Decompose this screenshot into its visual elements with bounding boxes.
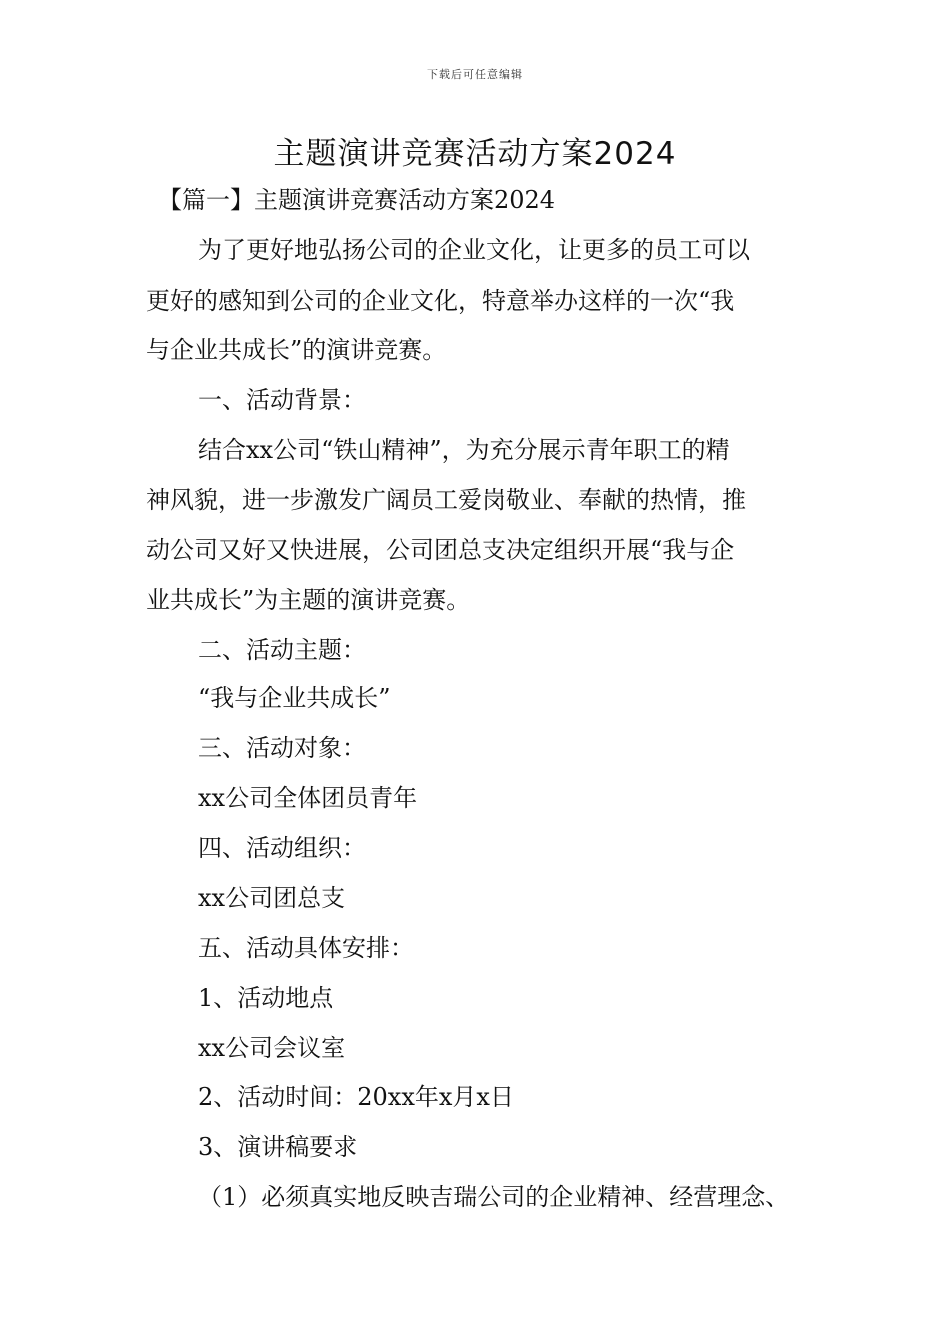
audience-heading: 三、活动对象： bbox=[198, 734, 366, 762]
arrangement-item-location: 1、活动地点 bbox=[198, 984, 334, 1012]
intro-line-2: 更好的感知到公司的企业文化，特意举办这样的一次“我 bbox=[146, 287, 735, 315]
theme-content: “我与企业共成长” bbox=[198, 684, 391, 712]
page-title: 主题演讲竞赛活动方案2024 bbox=[273, 136, 677, 172]
arrangement-heading: 五、活动具体安排： bbox=[198, 934, 414, 962]
organizer-content: xx公司团总支 bbox=[198, 884, 346, 912]
arrangement-item-time: 2、活动时间：20xx年x月x日 bbox=[198, 1083, 514, 1111]
background-line-4: 业共成长”为主题的演讲竞赛。 bbox=[146, 586, 471, 614]
intro-line-1: 为了更好地弘扬公司的企业文化，让更多的员工可以 bbox=[198, 236, 750, 264]
audience-content: xx公司全体团员青年 bbox=[198, 784, 418, 812]
background-heading: 一、活动背景： bbox=[198, 386, 366, 414]
theme-heading: 二、活动主题： bbox=[198, 636, 366, 664]
background-line-3: 动公司又好又快进展，公司团总支决定组织开展“我与企 bbox=[146, 536, 735, 564]
header-note: 下载后可任意编辑 bbox=[427, 68, 523, 81]
arrangement-location-content: xx公司会议室 bbox=[198, 1034, 346, 1062]
organizer-heading: 四、活动组织： bbox=[198, 834, 366, 862]
requirement-1: （1）必须真实地反映吉瑞公司的企业精神、经营理念、 bbox=[198, 1183, 790, 1211]
background-line-1: 结合xx公司“铁山精神”，为充分展示青年职工的精 bbox=[198, 436, 730, 464]
intro-line-3: 与企业共成长”的演讲竞赛。 bbox=[146, 336, 447, 364]
arrangement-item-requirements: 3、演讲稿要求 bbox=[198, 1133, 358, 1161]
background-line-2: 神风貌，进一步激发广阔员工爱岗敬业、奉献的热情，推 bbox=[146, 486, 746, 514]
section-heading: 【篇一】主题演讲竞赛活动方案2024 bbox=[158, 186, 556, 214]
